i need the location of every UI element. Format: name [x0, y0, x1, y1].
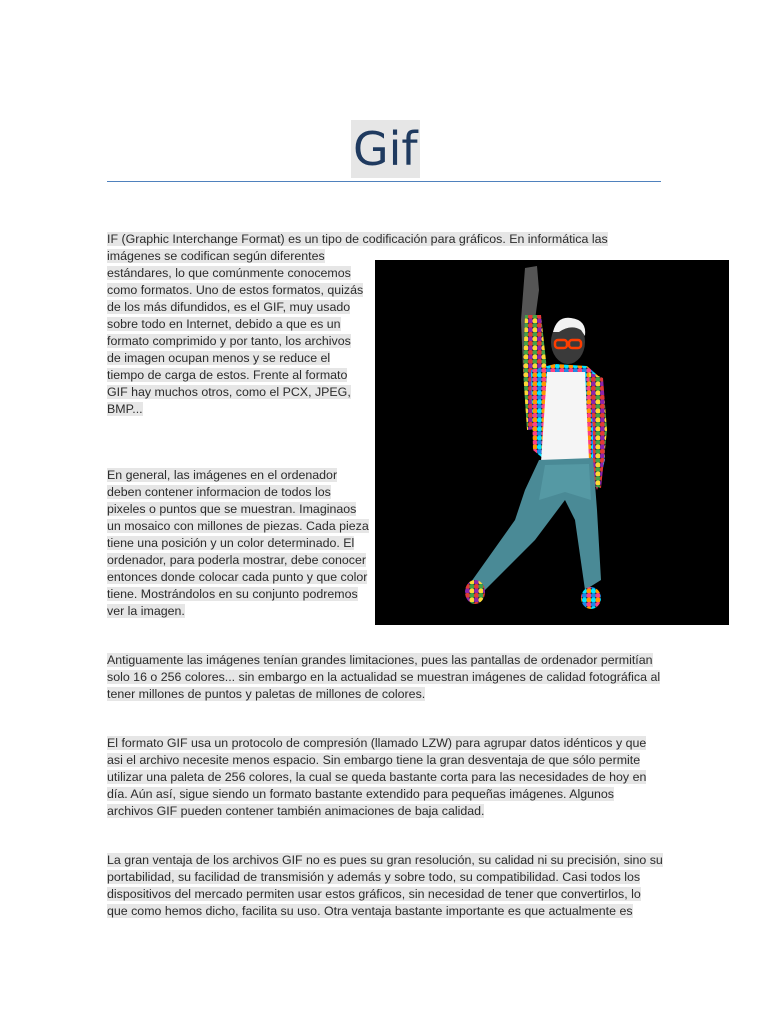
page-title: Gif: [353, 122, 418, 176]
history-paragraph-text: Antiguamente las imágenes tenían grandes limitaciones, pues las pantallas de ordenador permitían solo 16 o 256 colores... sin embargo en la actualidad se muestran imágenes de calidad fotográfica al tener millones de puntos y paletas de millones de colores.: [107, 653, 661, 701]
pixels-paragraph-text: En general, las imágenes en el ordenador deben contener informacion de todos los pixeles o puntos que se muestran. Imaginaos un mosaico con millones de piezas. Cada pieza tiene una posición y un color determinado. El ordenador, para poderla mostrar, debe conocer entonces donde colocar cada punto y que color tiene. Mostrándolos en su conjunto podremos ver la imagen.: [107, 468, 369, 618]
history-paragraph: [107, 652, 663, 703]
pixels-paragraph: [107, 467, 369, 620]
compression-paragraph: [107, 735, 663, 820]
intro-paragraph: [107, 231, 627, 418]
intro-paragraph-lead: IF (Graphic Interchange Format) es un tipo de codificación para gráficos. En informática las: [107, 232, 608, 246]
advantages-paragraph-text: La gran ventaja de los archivos GIF no es pues su gran resolución, su calidad ni su precisión, sino su portabilidad, su facilidad de transmisión y además y sobre todo, su compatibilidad. Casi todos los dispositivos del mercado permiten usar estos gráficos, sin necesidad de tener que convertirlos, lo que como hemos dicho, facilita su uso. Otra ventaja bastante importante es que actualmente es: [107, 853, 663, 918]
title-underline: [107, 181, 661, 182]
compression-paragraph-text: El formato GIF usa un protocolo de compresión (llamado LZW) para agrupar datos idénticos y que asi el archivo necesite menos espacio. Sin embargo tiene la gran desventaja de que sólo permite utilizar una paleta de 256 colores, la cual se queda bastante corta para las necesidades de hoy en día. Aún así, sigue siendo un formato bastante extendido para pequeñas imágenes. Algunos archivos GIF pueden contener también animaciones de baja calidad.: [107, 736, 647, 818]
intro-paragraph-rest: imágenes se codifican según diferentes estándares, lo que comúnmente conocemos como formatos. Uno de estos formatos, quizás de los más difundidos, es el GIF, muy usado sobre todo en Internet, debido a que es un formato comprimido y por tanto, los archivos de imagen ocupan menos y se reduce el tiempo de carga de estos. Frente al formato GIF hay muchos otros, como el PCX, JPEG, BMP...: [107, 249, 364, 416]
advantages-paragraph: [107, 852, 663, 920]
